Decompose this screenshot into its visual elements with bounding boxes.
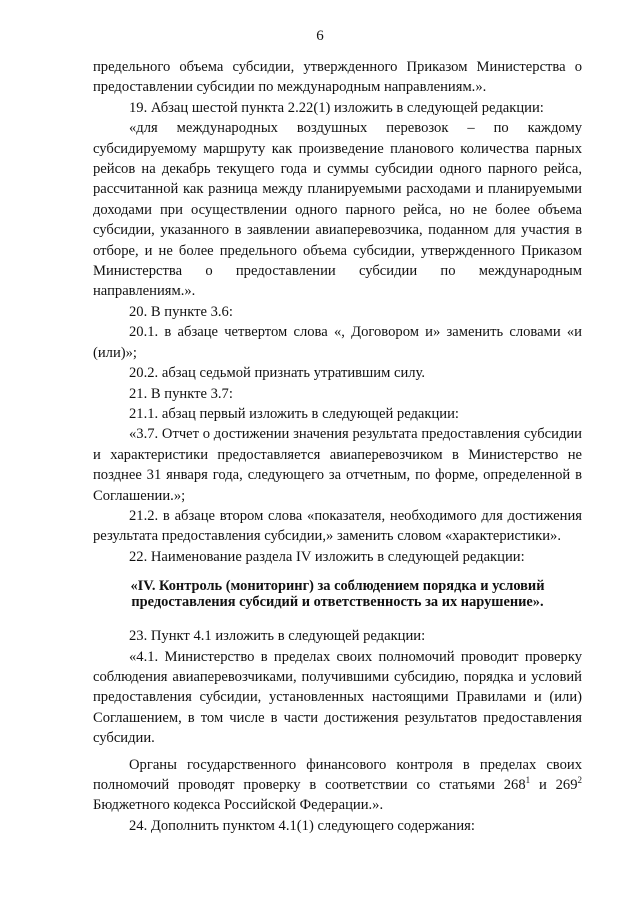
paragraph-quote-2-22: «для международных воздушных перевозок – по каждому субсидируемому маршруту как произведение планового количества парных рейсов на декабрь текущего года и суммы субсидии одного парного рейса, рассчитанной как разница между планируемыми расходами и планируемыми доходами при осуществлении одного парного рейса, но не более объема субсидии, указанного в заявлении авиаперевозчика, поданном для участия в отборе, и не более предельного объема субсидии, утвержденного Приказом Министерства о предоставлении субсидии по международным направлениям.». bbox=[93, 120, 582, 300]
paragraph-continuation: предельного объема субсидии, утвержденного Приказом Министерства о предоставлении субсидии по международным направлениям.». bbox=[93, 59, 582, 96]
article-269-superscript: 2 bbox=[577, 775, 582, 786]
control-text-part2: и 269 bbox=[530, 777, 578, 793]
paragraph-item-20-1: 20.1. в абзаце четвертом слова «, Договором и» заменить словами «и (или)»; bbox=[93, 324, 582, 361]
paragraph-control-bodies bbox=[93, 755, 582, 816]
paragraph-item-23: 23. Пункт 4.1 изложить в следующей редакции: bbox=[129, 628, 426, 645]
paragraph-item-21-2: 21.2. в абзаце втором слова «показателя, необходимого для достижения результата предоставления субсидии,» заменить словом «характеристики». bbox=[93, 507, 582, 545]
paragraph-item-19: 19. Абзац шестой пункта 2.22(1) изложить в следующей редакции: bbox=[129, 99, 544, 116]
paragraph-item-20: 20. В пункте 3.6: bbox=[129, 303, 233, 320]
paragraph-item-20-2: 20.2. абзац седьмой признать утратившим силу. bbox=[129, 365, 426, 382]
article-268-superscript: 1 bbox=[525, 775, 531, 786]
section-title: «IV. Контроль (мониторинг) за соблюдением порядка и условий предоставления субсидий и ответственность за их нарушение». bbox=[130, 578, 545, 610]
paragraph-item-21-1: 21.1. абзац первый изложить в следующей редакции: bbox=[129, 405, 459, 422]
page-number: 6 bbox=[316, 28, 324, 44]
paragraph-quote-3-7: «3.7. Отчет о достижении значения результата предоставления субсидии и характеристики предоставляется авиаперевозчиком в Министерство не позднее 31 января года, следующего за отчетным, по форме, определенной в Соглашении.»; bbox=[93, 426, 582, 504]
paragraph-quote-4-1: «4.1. Министерство в пределах своих полномочий проводит проверку соблюдения авиаперевозчиками, получившими субсидию, порядка и условий предоставления субсидии, установленных настоящими Правилами и (или) Соглашением, в том числе в части достижения результатов предоставления субсидии. bbox=[93, 648, 582, 747]
paragraph-item-21: 21. В пункте 3.7: bbox=[129, 385, 233, 402]
paragraph-item-22: 22. Наименование раздела IV изложить в следующей редакции: bbox=[129, 548, 525, 565]
paragraph-item-24: 24. Дополнить пунктом 4.1(1) следующего содержания: bbox=[129, 817, 475, 834]
document-body bbox=[93, 57, 582, 836]
control-text-part3: Бюджетного кодекса Российской Федерации.». bbox=[93, 797, 384, 814]
control-text-part1: Органы государственного финансового контроля в пределах своих полномочий проводят проверку в соответствии со статьями 268 bbox=[93, 756, 582, 793]
